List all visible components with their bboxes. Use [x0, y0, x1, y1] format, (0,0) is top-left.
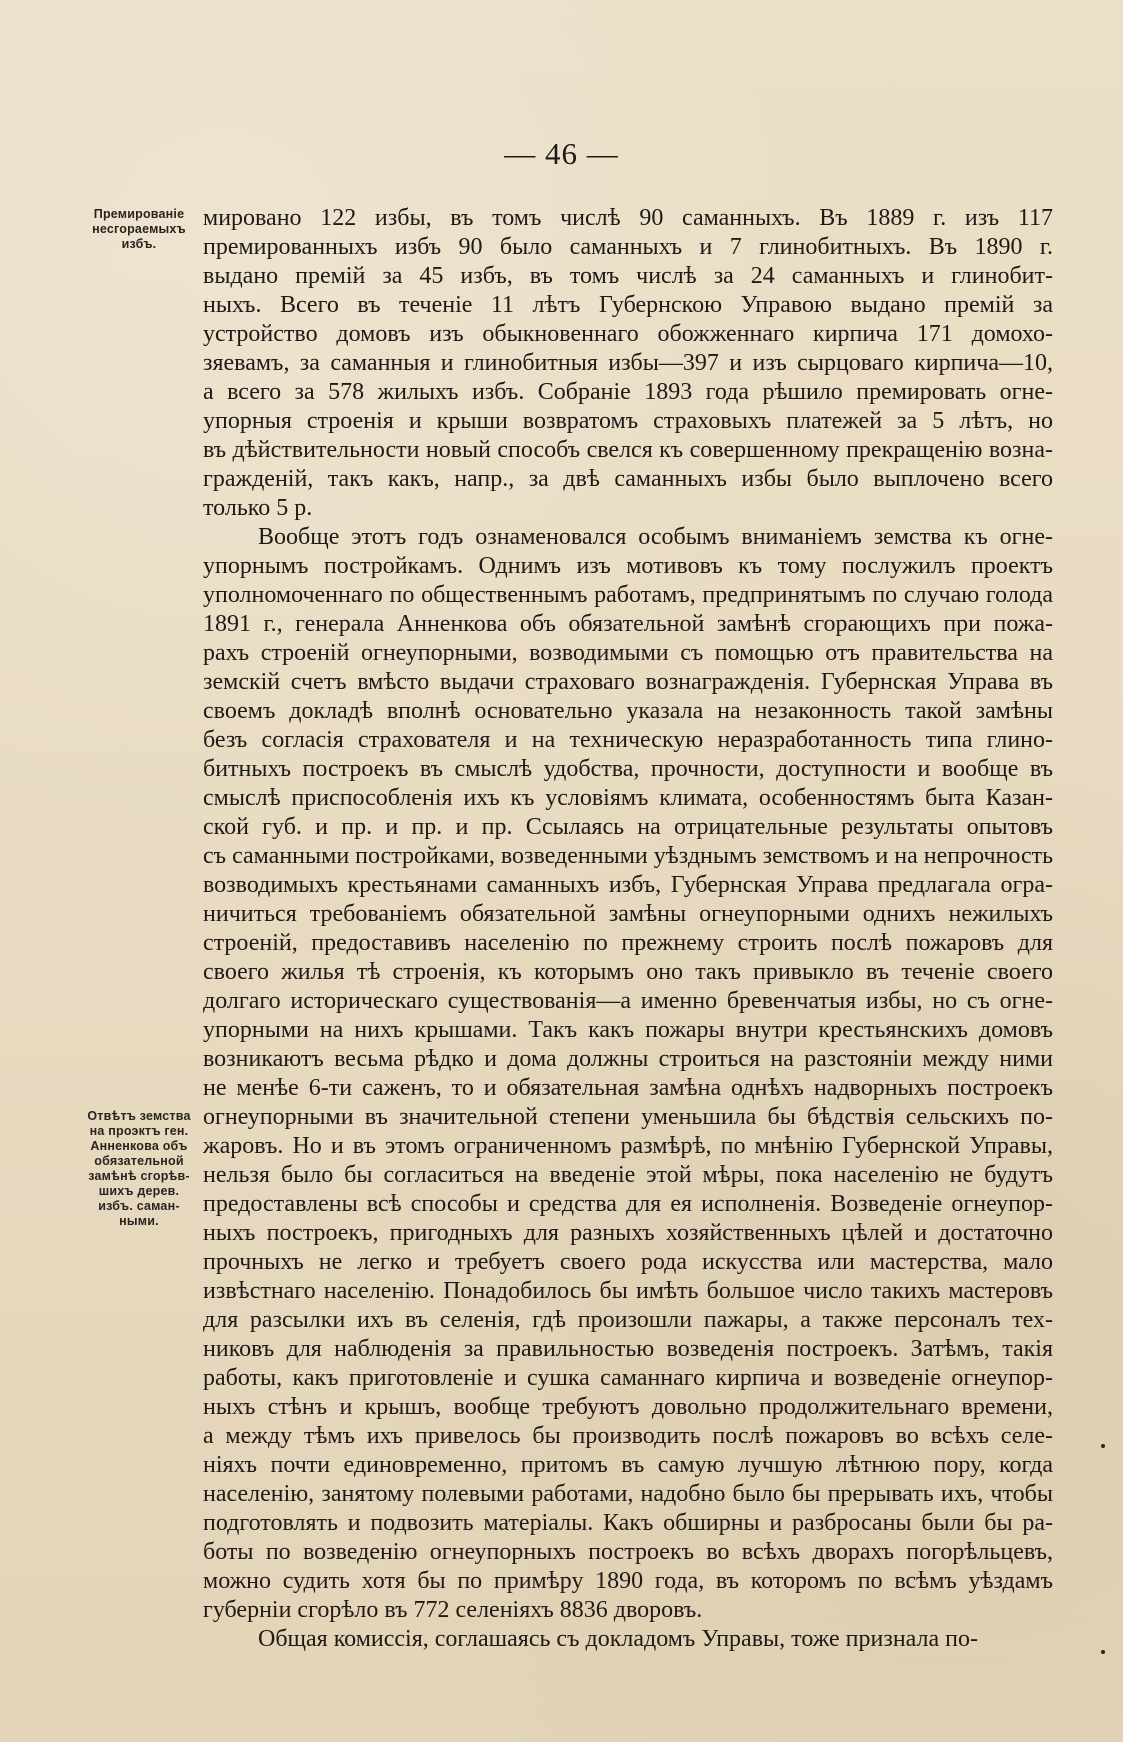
text-line: упорными на нихъ крышами. Такъ какъ пожары внутри крестьянскихъ домовъ [203, 1017, 1053, 1043]
margin-note-line: Премированіе [93, 207, 185, 221]
text-line: нельзя было бы согласиться на введеніе этой мѣры, пока населенію не будутъ [203, 1162, 1053, 1188]
text-line: своемъ докладѣ вполнѣ основательно указала на незаконность такой замѣны [203, 698, 1053, 724]
margin-note-line: на проэктъ ген. [89, 1124, 189, 1138]
text-line: упорнымъ постройкамъ. Однимъ изъ мотивовъ къ тому послужилъ проектъ [203, 553, 1053, 579]
text-line: предоставлены всѣ способы и средства для ея исполненія. Возведеніе огнеупор- [203, 1191, 1053, 1217]
text-line: мировано 122 избы, въ томъ числѣ 90 саманныхъ. Въ 1889 г. изъ 117 [203, 205, 1053, 231]
text-line: въ дѣйствительности новый способъ свелся къ совершенному прекращенію возна- [203, 437, 1053, 463]
text-line: Общая комиссія, соглашаясь съ докладомъ Управы, тоже признала по- [258, 1626, 978, 1652]
margin-note-line: избъ. саман- [98, 1199, 180, 1213]
text-line: а между тѣмъ ихъ привелось бы производить послѣ пожаровъ во всѣхъ селе- [203, 1423, 1053, 1449]
text-line: долгаго историческаго существованія—а именно бревенчатыя избы, но съ огне- [203, 988, 1053, 1014]
text-line: упорныя строенія и крыши возвратомъ страховыхъ платежей за 5 лѣтъ, но [203, 408, 1053, 434]
text-line: а всего за 578 жилыхъ избъ. Собраніе 1893 года рѣшило премировать огне- [203, 379, 1053, 405]
text-line: ничиться требованіемъ обязательной замѣны огнеупорными однихъ нежилыхъ [203, 901, 1053, 927]
text-line: не менѣе 6-ти саженъ, то и обязательная замѣна однѣхъ надворныхъ построекъ [203, 1075, 1053, 1101]
text-line: безъ согласія страхователя и на техническую неразработанность типа глино- [203, 727, 1053, 753]
margin-note-line: замѣнѣ сгорѣв- [88, 1169, 190, 1183]
text-line: ныхъ. Всего въ теченіе 11 лѣтъ Губернскою Управою выдано премій за [203, 292, 1053, 318]
text-line: премированныхъ избъ 90 было саманныхъ и 7 глинобитныхъ. Въ 1890 г. [203, 234, 1053, 260]
text-line: работы, какъ приготовленіе и сушка саманнаго кирпича и возведеніе огнеупор- [203, 1365, 1053, 1391]
margin-note-line: шихъ дерев. [98, 1184, 180, 1198]
text-line: уполномоченнаго по общественнымъ работамъ, предпринятымъ по случаю голода [203, 582, 1053, 608]
text-line: съ саманными постройками, возведенными уѣзднымъ земствомъ и на непрочность [203, 843, 1054, 869]
text-line: устройство домовъ изъ обыкновеннаго обожженнаго кирпича 171 домохо- [203, 321, 1053, 347]
text-line: извѣстнаго населенію. Понадобилось бы имѣть большое число такихъ мастеровъ [203, 1278, 1053, 1304]
text-line: выдано премій за 45 избъ, въ томъ числѣ за 24 саманныхъ и глинобит- [203, 263, 1053, 289]
text-line: прочныхъ не легко и требуетъ своего рода искусства или мастерства, мало [203, 1249, 1053, 1275]
text-line: ской губ. и пр. и пр. и пр. Ссылаясь на отрицательные результаты опытовъ [203, 814, 1053, 840]
text-line: ныхъ стѣнъ и крышъ, вообще требуютъ довольно продолжительнаго времени, [203, 1394, 1053, 1420]
text-line: своего жилья тѣ строенія, къ которымъ оно такъ привыкло въ теченіе своего [203, 959, 1053, 985]
margin-note-line: обязательной [94, 1154, 184, 1168]
edge-mark-dot [1101, 1650, 1105, 1654]
text-line: смыслѣ приспособленія ихъ къ условіямъ климата, особенностямъ быта Казан- [203, 785, 1053, 811]
text-line: битныхъ построекъ въ смыслѣ удобства, прочности, доступности и вообще въ [203, 756, 1053, 782]
margin-note-line: Отвѣтъ земства [87, 1109, 191, 1123]
text-line: подготовлять и подвозить матеріалы. Какъ обширны и разбросаны были бы ра- [203, 1510, 1053, 1536]
text-line: рахъ строеній огнеупорными, возводимыми съ помощью отъ правительства на [203, 640, 1053, 666]
main-text [203, 204, 1053, 1654]
text-line: огнеупорными въ значительной степени уменьшила бы бѣдствія сельскихъ по- [203, 1104, 1053, 1130]
text-line: только 5 р. [203, 495, 313, 521]
text-line: боты по возведенію огнеупорныхъ построекъ во всѣхъ дворахъ погорѣльцевъ, [203, 1539, 1053, 1565]
text-line: зяевамъ, за саманныя и глинобитныя избы—397 и изъ сырцоваго кирпича—10, [203, 350, 1053, 376]
margin-note-line: избъ. [121, 237, 157, 251]
text-line: никовъ для наблюденія за правильностью возведенія построекъ. Затѣмъ, такія [203, 1336, 1053, 1362]
margin-note-premium-fireproof-huts [64, 207, 214, 252]
margin-note-line: Анненкова объ [90, 1139, 188, 1153]
text-line: возникаютъ весьма рѣдко и дома должны строиться на разстояніи между ними [203, 1046, 1053, 1072]
edge-mark-dot [1101, 1444, 1105, 1448]
text-line: ныхъ построекъ, пригодныхъ для разныхъ хозяйственныхъ цѣлей и достаточно [203, 1220, 1053, 1246]
text-line: можно судить хотя бы по примѣру 1890 года, въ которомъ по всѣмъ уѣздамъ [203, 1568, 1053, 1594]
text-line: земскій счетъ вмѣсто выдачи страховаго вознагражденія. Губернская Управа въ [203, 669, 1053, 695]
page-number: — 46 — [504, 136, 619, 171]
margin-note-line: ными. [119, 1214, 159, 1228]
text-line: возводимыхъ крестьянами саманныхъ избъ, Губернская Управа предлагала огра- [203, 872, 1053, 898]
text-line: Вообще этотъ годъ ознаменовался особымъ вниманіемъ земства къ огне- [258, 524, 1053, 550]
margin-note-line: несгораемыхъ [92, 222, 186, 236]
text-line: для разсылки ихъ въ селенія, гдѣ произошли пажары, а также персоналъ тех- [203, 1307, 1053, 1333]
text-line: населенію, занятому полевыми работами, надобно было бы прерывать ихъ, чтобы [203, 1481, 1053, 1507]
text-line: гражденій, такъ какъ, напр., за двѣ саманныхъ избы было выплочено всего [203, 466, 1053, 492]
text-line: 1891 г., генерала Анненкова объ обязательной замѣнѣ сгорающихъ при пожа- [203, 611, 1053, 637]
text-line: ніяхъ почти единовременно, притомъ въ самую лучшую лѣтнюю пору, когда [203, 1452, 1053, 1478]
margin-note-zemstvo-answer [64, 1109, 214, 1229]
text-line: жаровъ. Но и въ этомъ ограниченномъ размѣрѣ, по мнѣнію Губернской Управы, [203, 1133, 1053, 1159]
text-line: строеній, предоставивъ населенію по прежнему строить послѣ пожаровъ для [203, 930, 1053, 956]
text-line: губерніи сгорѣло въ 772 селеніяхъ 8836 дворовъ. [203, 1597, 703, 1623]
